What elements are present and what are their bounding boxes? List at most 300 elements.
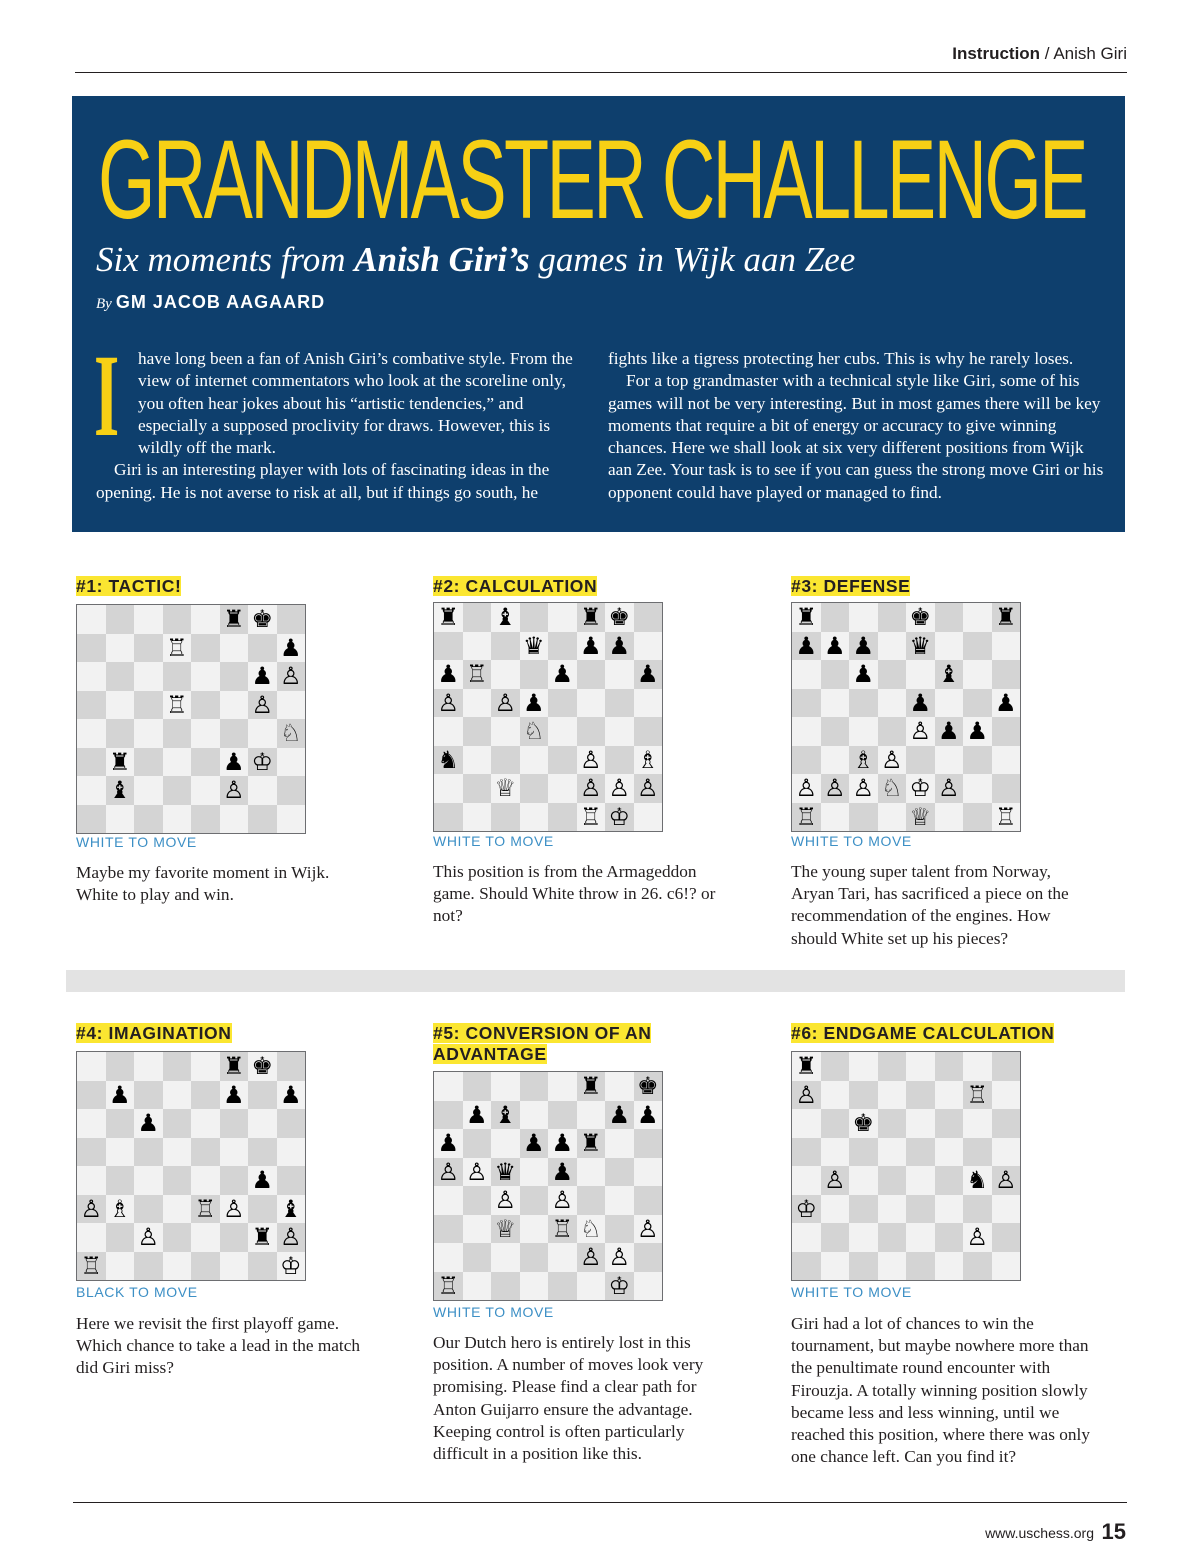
board-square xyxy=(77,1052,106,1081)
board-square xyxy=(634,1158,663,1187)
board-square xyxy=(220,1052,249,1081)
board-square xyxy=(163,1052,192,1081)
board-square xyxy=(163,1166,192,1195)
black-pawn-icon: ♟ xyxy=(795,631,817,660)
board-square xyxy=(77,662,106,691)
white-pawn-icon: ♙ xyxy=(579,1243,602,1272)
board-square xyxy=(77,1109,106,1138)
board-square xyxy=(935,603,964,632)
board-square xyxy=(878,660,907,689)
board-square xyxy=(605,803,634,832)
board-square xyxy=(77,805,106,834)
board-square xyxy=(277,1195,306,1224)
board-square xyxy=(277,719,306,748)
board-square xyxy=(434,660,463,689)
board-square xyxy=(992,660,1021,689)
board-square xyxy=(434,1072,463,1101)
white-pawn-icon: ♙ xyxy=(795,774,817,803)
black-queen-icon: ♛ xyxy=(494,1157,516,1186)
board-square xyxy=(277,748,306,777)
board-square xyxy=(849,746,878,775)
board-square xyxy=(248,634,277,663)
intro-paragraph: have long been a fan of Anish Giri’s combative style. From the view of internet commentators who look at the scoreline only, you often hear jokes about his “artistic tendencies,” and especially a supposed proclivity for draws. However, this is wildly off the mark. xyxy=(138,349,573,458)
board-square xyxy=(992,1195,1021,1224)
board-square xyxy=(792,1052,821,1081)
board-square xyxy=(634,689,663,718)
chess-board xyxy=(433,1071,663,1301)
board-square xyxy=(821,746,850,775)
board-square xyxy=(134,776,163,805)
board-square xyxy=(220,691,249,720)
white-pawn-icon: ♙ xyxy=(437,688,459,717)
white-pawn-icon: ♙ xyxy=(966,1223,988,1252)
board-square xyxy=(935,1138,964,1167)
board-square xyxy=(935,774,964,803)
black-king-icon: ♚ xyxy=(636,1072,659,1101)
board-square xyxy=(878,717,907,746)
white-queen-icon: ♕ xyxy=(494,774,516,803)
board-square xyxy=(605,1129,634,1158)
board-square xyxy=(849,603,878,632)
board-square xyxy=(878,1223,907,1252)
white-pawn-icon: ♙ xyxy=(494,688,516,717)
board-square xyxy=(963,1252,992,1281)
board-square xyxy=(577,746,606,775)
white-pawn-icon: ♙ xyxy=(823,1166,846,1195)
board-square xyxy=(277,634,306,663)
board-square xyxy=(277,691,306,720)
board-square xyxy=(520,603,549,632)
board-square xyxy=(992,689,1021,718)
black-bishop-icon: ♝ xyxy=(108,776,131,805)
board-square xyxy=(577,1101,606,1130)
board-square xyxy=(463,1272,492,1301)
board-square xyxy=(849,1195,878,1224)
board-square xyxy=(577,1243,606,1272)
board-square xyxy=(248,719,277,748)
to-move-label: BLACK TO MOVE xyxy=(76,1284,198,1300)
board-square xyxy=(277,1138,306,1167)
board-square xyxy=(463,1158,492,1187)
board-square xyxy=(491,1215,520,1244)
black-pawn-icon: ♟ xyxy=(608,1100,630,1129)
intro-paragraph: For a top grandmaster with a technical style like Giri, some of his games will not be very interesting. But in most games there will be key moments that require a bit of energy or accuracy to give winning chances. Here we shall look at six very different positions from Wijk aan Zee. Your task is to see if you can guess the strong move Giri or his opponent could have played or managed to find. xyxy=(608,371,1104,502)
white-pawn-icon: ♙ xyxy=(795,1080,817,1109)
white-pawn-icon: ♙ xyxy=(636,1214,659,1243)
puzzle-description: Giri had a lot of chances to win the tournament, but maybe nowhere more than the penultimate round encounter with Firouzja. A totally winning position slowly became less and less winning, until we reached this position, where there was only one chance left. Can you find it? xyxy=(791,1314,1090,1467)
board-square xyxy=(463,774,492,803)
board-square xyxy=(220,634,249,663)
black-pawn-icon: ♟ xyxy=(937,717,960,746)
board-square xyxy=(878,803,907,832)
board-square xyxy=(878,774,907,803)
to-move-label: WHITE TO MOVE xyxy=(791,1284,912,1300)
board-square xyxy=(963,803,992,832)
board-square xyxy=(463,632,492,661)
puzzle-title: #2: CALCULATION xyxy=(433,576,598,596)
board-square xyxy=(520,689,549,718)
black-king-icon: ♚ xyxy=(852,1109,874,1138)
black-bishop-icon: ♝ xyxy=(279,1194,302,1223)
white-king-icon: ♔ xyxy=(608,802,630,831)
board-square xyxy=(605,1272,634,1301)
black-pawn-icon: ♟ xyxy=(137,1109,159,1138)
board-square xyxy=(106,1166,135,1195)
board-square xyxy=(277,605,306,634)
board-square xyxy=(220,1195,249,1224)
board-square xyxy=(878,1166,907,1195)
board-square xyxy=(935,1223,964,1252)
black-king-icon: ♚ xyxy=(251,1052,273,1081)
board-square xyxy=(906,717,935,746)
board-square xyxy=(191,719,220,748)
board-square xyxy=(577,1158,606,1187)
board-square xyxy=(906,660,935,689)
board-square xyxy=(191,691,220,720)
board-square xyxy=(849,1223,878,1252)
board-square xyxy=(849,774,878,803)
board-square xyxy=(849,632,878,661)
board-square xyxy=(605,1072,634,1101)
board-square xyxy=(992,1081,1021,1110)
board-square xyxy=(792,1138,821,1167)
black-pawn-icon: ♟ xyxy=(608,631,630,660)
board-square xyxy=(248,1109,277,1138)
board-square xyxy=(191,1081,220,1110)
board-square xyxy=(821,1109,850,1138)
black-pawn-icon: ♟ xyxy=(437,660,459,689)
chess-board xyxy=(791,602,1021,832)
intro-column-2 xyxy=(608,348,1106,504)
board-square xyxy=(434,603,463,632)
section-label: Instruction xyxy=(952,44,1041,63)
to-move-label: WHITE TO MOVE xyxy=(433,1304,554,1320)
board-square xyxy=(992,774,1021,803)
board-square xyxy=(935,1166,964,1195)
white-rook-icon: ♖ xyxy=(165,690,188,719)
board-square xyxy=(792,1166,821,1195)
board-square xyxy=(163,691,192,720)
board-square xyxy=(906,1138,935,1167)
black-queen-icon: ♛ xyxy=(522,631,545,660)
white-rook-icon: ♖ xyxy=(465,660,488,689)
puzzle-title-line2: ADVANTAGE xyxy=(433,1044,547,1064)
board-square xyxy=(878,1109,907,1138)
puzzle-title-row xyxy=(76,1023,406,1044)
puzzle-description: Our Dutch hero is entirely lost in this position. A number of moves look very promising. Please find a clear path for Anton Guijarro ensure the advantage. Keeping control is often particularly difficult in a position like this. xyxy=(433,1333,704,1464)
board-square xyxy=(491,660,520,689)
board-square xyxy=(491,603,520,632)
board-square xyxy=(634,717,663,746)
to-move-label: WHITE TO MOVE xyxy=(76,834,197,850)
board-square xyxy=(548,774,577,803)
white-pawn-icon: ♙ xyxy=(579,774,602,803)
board-square xyxy=(577,603,606,632)
black-pawn-icon: ♟ xyxy=(222,1080,245,1109)
subtitle-bold: Anish Giri’s xyxy=(354,240,530,279)
board-square xyxy=(248,605,277,634)
board-square xyxy=(163,748,192,777)
to-move-label: WHITE TO MOVE xyxy=(433,833,554,849)
white-pawn-icon: ♙ xyxy=(823,774,846,803)
white-pawn-icon: ♙ xyxy=(137,1223,159,1252)
board-square xyxy=(277,1052,306,1081)
board-square xyxy=(963,1223,992,1252)
board-square xyxy=(878,1052,907,1081)
board-square xyxy=(248,1081,277,1110)
board-square xyxy=(220,776,249,805)
board-square xyxy=(191,776,220,805)
board-square xyxy=(548,1272,577,1301)
board-square xyxy=(906,1223,935,1252)
board-square xyxy=(163,776,192,805)
subtitle xyxy=(96,240,855,280)
board-square xyxy=(548,746,577,775)
white-pawn-icon: ♙ xyxy=(852,774,874,803)
black-pawn-icon: ♟ xyxy=(551,1129,573,1158)
board-square xyxy=(106,805,135,834)
board-square xyxy=(434,1101,463,1130)
black-pawn-icon: ♟ xyxy=(823,631,846,660)
board-square xyxy=(248,1138,277,1167)
black-pawn-icon: ♟ xyxy=(994,688,1017,717)
board-square xyxy=(906,746,935,775)
board-square xyxy=(163,1195,192,1224)
white-pawn-icon: ♙ xyxy=(937,774,960,803)
board-square xyxy=(792,803,821,832)
board-square xyxy=(821,1166,850,1195)
white-pawn-icon: ♙ xyxy=(279,1223,302,1252)
board-square xyxy=(992,803,1021,832)
board-square xyxy=(277,805,306,834)
white-bishop-icon: ♗ xyxy=(636,745,659,774)
board-square xyxy=(963,689,992,718)
white-pawn-icon: ♙ xyxy=(608,1243,630,1272)
white-pawn-icon: ♙ xyxy=(437,1157,459,1186)
chess-board xyxy=(791,1051,1021,1281)
board-square xyxy=(963,774,992,803)
board-square xyxy=(106,1252,135,1281)
black-pawn-icon: ♟ xyxy=(465,1100,488,1129)
board-square xyxy=(963,1166,992,1195)
board-square xyxy=(992,1052,1021,1081)
board-square xyxy=(963,1081,992,1110)
board-square xyxy=(106,634,135,663)
board-square xyxy=(792,689,821,718)
board-square xyxy=(106,1223,135,1252)
board-square xyxy=(792,660,821,689)
board-square xyxy=(277,1109,306,1138)
white-knight-icon: ♘ xyxy=(579,1214,602,1243)
board-square xyxy=(935,689,964,718)
board-square xyxy=(134,748,163,777)
board-square xyxy=(935,1081,964,1110)
board-square xyxy=(548,717,577,746)
white-bishop-icon: ♗ xyxy=(108,1194,131,1223)
board-square xyxy=(605,1215,634,1244)
board-square xyxy=(992,1138,1021,1167)
board-square xyxy=(792,603,821,632)
board-square xyxy=(220,605,249,634)
board-square xyxy=(634,1243,663,1272)
black-pawn-icon: ♟ xyxy=(966,717,988,746)
board-square xyxy=(577,660,606,689)
board-square xyxy=(77,1195,106,1224)
board-square xyxy=(605,1158,634,1187)
black-pawn-icon: ♟ xyxy=(437,1129,459,1158)
white-king-icon: ♔ xyxy=(279,1251,302,1280)
puzzle-title: #3: DEFENSE xyxy=(791,576,911,596)
white-rook-icon: ♖ xyxy=(966,1080,988,1109)
board-square xyxy=(77,1223,106,1252)
board-square xyxy=(463,1215,492,1244)
black-king-icon: ♚ xyxy=(608,603,630,632)
board-square xyxy=(191,805,220,834)
puzzle-title: #5: CONVERSION OF AN xyxy=(433,1023,652,1043)
board-square xyxy=(849,1138,878,1167)
board-square xyxy=(134,1109,163,1138)
board-square xyxy=(935,1109,964,1138)
board-square xyxy=(434,774,463,803)
board-square xyxy=(634,632,663,661)
black-rook-icon: ♜ xyxy=(222,1052,245,1081)
board-square xyxy=(434,717,463,746)
black-bishop-icon: ♝ xyxy=(494,1100,516,1129)
puzzle-title-row xyxy=(76,576,406,597)
black-rook-icon: ♜ xyxy=(437,603,459,632)
board-square xyxy=(163,634,192,663)
board-square xyxy=(821,1252,850,1281)
white-pawn-icon: ♙ xyxy=(579,745,602,774)
white-queen-icon: ♕ xyxy=(909,802,931,831)
board-square xyxy=(191,1195,220,1224)
white-pawn-icon: ♙ xyxy=(636,774,659,803)
black-pawn-icon: ♟ xyxy=(108,1080,131,1109)
board-square xyxy=(548,1243,577,1272)
board-square xyxy=(792,717,821,746)
board-square xyxy=(878,746,907,775)
board-square xyxy=(191,1109,220,1138)
board-square xyxy=(992,717,1021,746)
board-square xyxy=(548,689,577,718)
board-square xyxy=(792,774,821,803)
board-square xyxy=(634,660,663,689)
board-square xyxy=(878,632,907,661)
board-square xyxy=(634,1215,663,1244)
board-square xyxy=(248,691,277,720)
board-square xyxy=(520,774,549,803)
black-rook-icon: ♜ xyxy=(579,1072,602,1101)
board-square xyxy=(434,689,463,718)
byline-name: GM JACOB AAGAARD xyxy=(115,292,326,312)
board-square xyxy=(577,717,606,746)
board-square xyxy=(520,746,549,775)
board-square xyxy=(248,805,277,834)
board-square xyxy=(77,691,106,720)
board-square xyxy=(134,605,163,634)
board-square xyxy=(548,1158,577,1187)
board-square xyxy=(277,1166,306,1195)
intro-paragraph: Giri is an interesting player with lots of fascinating ideas in the opening. He is not averse to risk at all, but if things go south, he xyxy=(96,460,550,502)
board-square xyxy=(491,1072,520,1101)
black-knight-icon: ♞ xyxy=(966,1166,988,1195)
board-square xyxy=(878,1081,907,1110)
white-rook-icon: ♖ xyxy=(795,802,817,831)
running-head xyxy=(952,44,1127,64)
board-square xyxy=(77,1081,106,1110)
board-square xyxy=(106,605,135,634)
puzzle-title-row xyxy=(433,1044,763,1065)
board-square xyxy=(520,1101,549,1130)
board-square xyxy=(577,1186,606,1215)
board-square xyxy=(520,717,549,746)
board-square xyxy=(520,1272,549,1301)
board-square xyxy=(134,1052,163,1081)
board-square xyxy=(220,1223,249,1252)
board-square xyxy=(220,1109,249,1138)
board-square xyxy=(434,1158,463,1187)
black-pawn-icon: ♟ xyxy=(852,631,874,660)
board-square xyxy=(77,1252,106,1281)
white-pawn-icon: ♙ xyxy=(222,1194,245,1223)
board-square xyxy=(163,1081,192,1110)
board-square xyxy=(935,1195,964,1224)
board-square xyxy=(935,1252,964,1281)
board-square xyxy=(491,1272,520,1301)
board-square xyxy=(77,719,106,748)
puzzle-5 xyxy=(433,1023,763,1464)
board-square xyxy=(134,662,163,691)
board-square xyxy=(163,1223,192,1252)
board-square xyxy=(849,1252,878,1281)
white-pawn-icon: ♙ xyxy=(465,1157,488,1186)
board-square xyxy=(821,1081,850,1110)
board-square xyxy=(548,1215,577,1244)
board-square xyxy=(248,748,277,777)
board-square xyxy=(463,660,492,689)
board-square xyxy=(163,605,192,634)
board-square xyxy=(463,746,492,775)
board-square xyxy=(605,1186,634,1215)
board-square xyxy=(520,632,549,661)
white-pawn-icon: ♙ xyxy=(608,774,630,803)
board-square xyxy=(248,1223,277,1252)
board-square xyxy=(577,1129,606,1158)
footer-url: www.uschess.org xyxy=(985,1525,1094,1541)
white-pawn-icon: ♙ xyxy=(251,690,273,719)
board-square xyxy=(935,746,964,775)
board-square xyxy=(906,1166,935,1195)
black-rook-icon: ♜ xyxy=(795,1052,817,1081)
black-king-icon: ♚ xyxy=(251,605,273,634)
white-pawn-icon: ♙ xyxy=(909,717,931,746)
black-rook-icon: ♜ xyxy=(222,605,245,634)
board-square xyxy=(463,1243,492,1272)
board-square xyxy=(792,1223,821,1252)
page-number: 15 xyxy=(1101,1519,1126,1544)
black-pawn-icon: ♟ xyxy=(579,631,602,660)
puzzle-title-row xyxy=(433,1023,763,1044)
board-square xyxy=(220,1252,249,1281)
board-square xyxy=(134,691,163,720)
board-square xyxy=(878,1252,907,1281)
board-square xyxy=(106,719,135,748)
board-square xyxy=(992,1223,1021,1252)
board-square xyxy=(163,1252,192,1281)
board-square xyxy=(906,774,935,803)
board-square xyxy=(520,1158,549,1187)
board-square xyxy=(248,1195,277,1224)
